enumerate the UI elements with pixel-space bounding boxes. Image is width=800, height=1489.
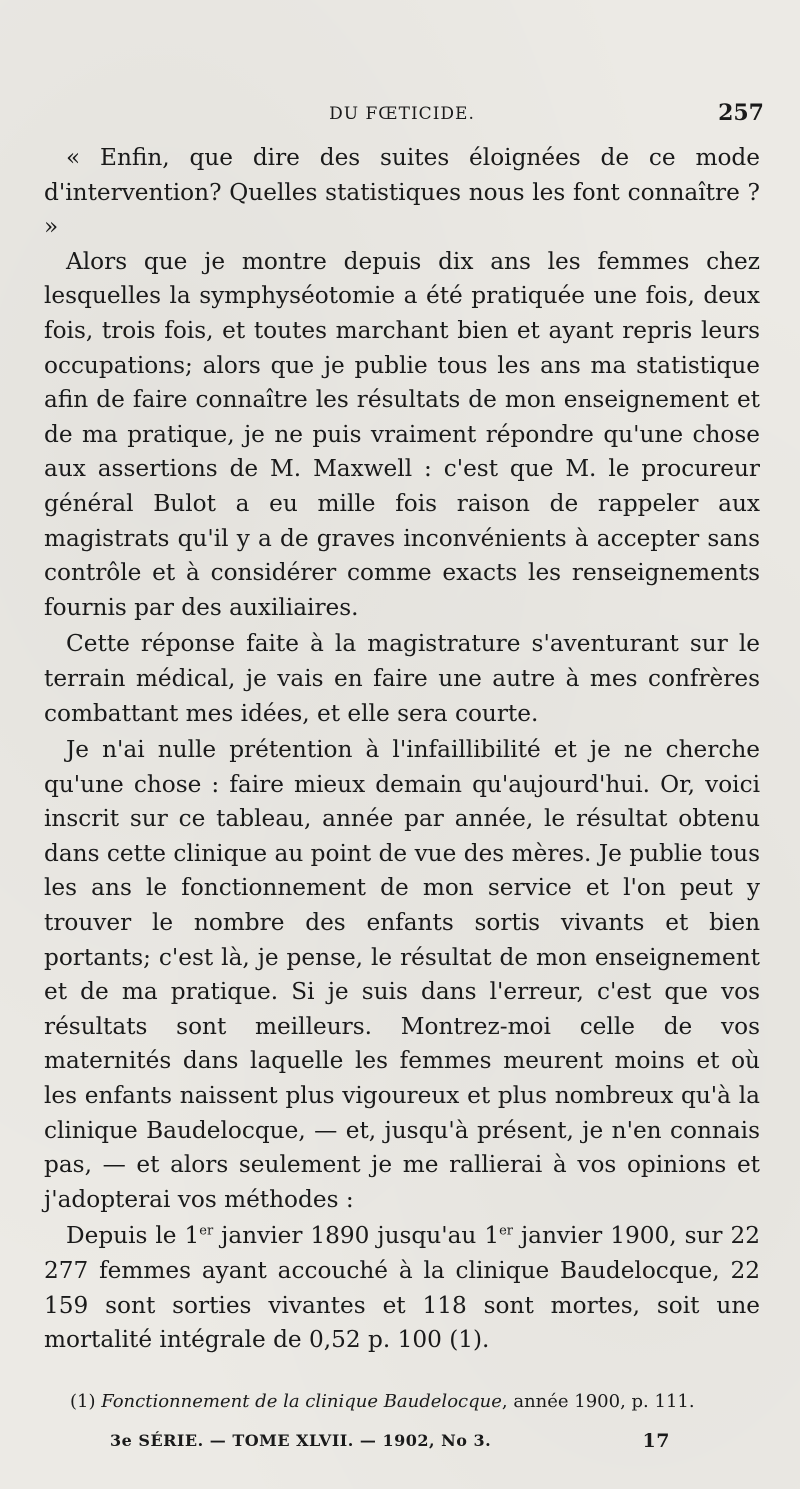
stat-text-b: janvier 1890 jusqu'au 1 (213, 1222, 500, 1250)
footnote-source-title: Fonctionnement de la clinique Baudelocque (101, 1391, 502, 1412)
paragraph-reply-magistrates: Alors que je montre depuis dix ans les femmes chez lesquelles la symphyséotomie a été pratiquée une fois, deux fois, trois fois, et toutes marchant bien et ayant repris leurs occupations; alors que je publie tous les ans ma statistique afin de faire connaître les résultats de mon enseignement et de ma pratique, je ne puis vraiment répondre qu'une chose aux assertions de M. Maxwell : c'est que M. le procureur général Bulot a eu mille fois raison de rappeler aux magistrats qu'il y a de graves inconvénients à accepter sans contrôle et à considérer comme exacts les renseignements fournis par des auxiliaires. (44, 247, 760, 621)
footnote-marker: (1) (70, 1391, 102, 1412)
paragraph-reply-colleagues: Cette réponse faite à la magistrature s'aventurant sur le terrain médical, je vais en faire une autre à mes confrères combattant mes idées, et elle sera courte. (44, 630, 760, 727)
footnote-reference: , année 1900, p. 111. (501, 1391, 695, 1412)
stat-text-a: Depuis le 1 (66, 1222, 200, 1250)
paragraph-statistics (44, 1219, 760, 1357)
paragraph-quote: « Enfin, que dire des suites éloignées de ce mode d'intervention? Quelles statistiques nous les font connaître ? » (44, 144, 760, 241)
ordinal-superscript: er (499, 1223, 513, 1239)
running-title: DU FŒTICIDE. (329, 104, 475, 124)
page-number: 257 (718, 100, 764, 126)
ordinal-superscript: er (199, 1223, 214, 1239)
signature-mark: 17 (642, 1430, 670, 1452)
page-footer (110, 1430, 670, 1452)
body-text (44, 141, 760, 1358)
running-header (40, 100, 764, 128)
footnote (70, 1390, 760, 1414)
paragraph-clinic-results: Je n'ai nulle prétention à l'infaillibilité et je ne cherche qu'une chose : faire mieux demain qu'aujourd'hui. Or, voici inscrit sur ce tableau, année par année, le résultat obtenu dans cette clinique au point de vue des mères. Je publie tous les ans le fonctionnement de mon service et l'on peut y trouver le nombre des enfants sortis vivants et bien portants; c'est là, je pense, le résultat de mon enseignement et de ma pratique. Si je suis dans l'erreur, c'est que vos résultats sont meilleurs. Montrez-moi celle de vos maternités dans laquelle les femmes meurent moins et où les enfants naissent plus vigoureux et plus nombreux qu'à la clinique Baudelocque, — et, jusqu'à présent, je n'en connais pas, — et alors seulement je me rallierai à vos opinions et j'adopterai vos méthodes : (44, 736, 760, 1213)
series-line: 3e SÉRIE. — TOME XLVII. — 1902, No 3. (110, 1431, 492, 1450)
stat-text-c: janvier 1900, sur 22 277 femmes ayant accouché à la clinique Baudelocque, 22 159 sont sorties vivantes et 118 sont mortes, soit une mortalité intégrale de 0,52 p. 100 (1). (44, 1222, 760, 1354)
